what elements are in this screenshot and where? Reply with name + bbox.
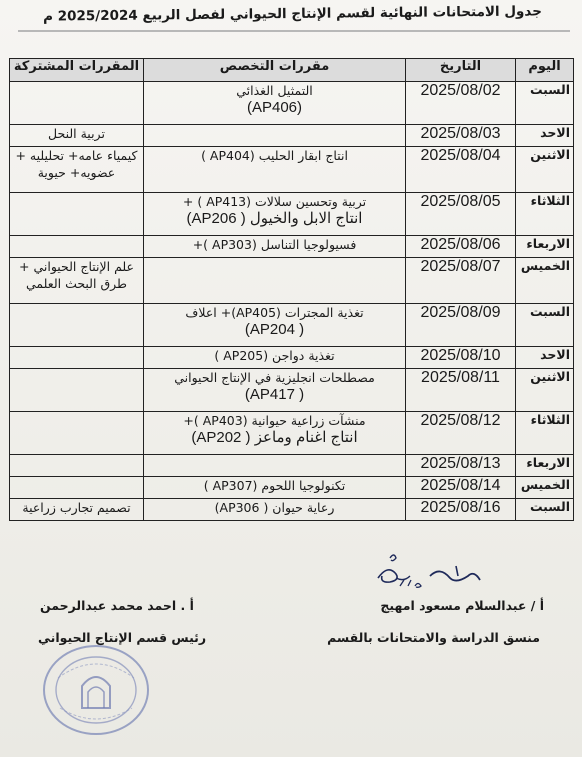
spec-line-1: فسيولوجيا التناسل (AP303 )+ [192, 237, 357, 252]
cell-date: 2025/08/04 [406, 147, 516, 193]
cell-day: الاثنين [516, 369, 574, 412]
page-title: جدول الامتحانات النهائية لقسم الإنتاج الحيواني لفصل الربيع 2025/2024 م [42, 3, 543, 25]
cell-common: علم الإنتاج الحيواني + طرق البحث العلمي [10, 258, 144, 304]
spec-line-1: تغذية المجترات (AP405)+ اعلاف [185, 305, 364, 320]
cell-specialization [144, 499, 406, 521]
spec-line-1: رعاية حيوان ( AP306) [214, 500, 335, 515]
cell-common [10, 347, 144, 369]
cell-day: الثلاثاء [516, 412, 574, 455]
cell-specialization [144, 193, 406, 236]
head-name: أ . احمد محمد عبدالرحمن [40, 598, 194, 613]
cell-specialization [144, 125, 406, 147]
exam-schedule-table [9, 58, 574, 521]
header-specialization: مقررات التخصص [144, 59, 406, 82]
spec-line-2: انتاج الابل والخيول ( AP206) [186, 210, 363, 227]
table-row [10, 304, 574, 347]
cell-specialization [144, 236, 406, 258]
cell-common [10, 455, 144, 477]
spec-line-2: ( AP417) [244, 386, 305, 403]
table-row [10, 193, 574, 236]
cell-date: 2025/08/07 [406, 258, 516, 304]
cell-common: تصميم تجارب زراعية [10, 499, 144, 521]
spec-line-1: التمثيل الغذائي [236, 83, 313, 98]
cell-date: 2025/08/03 [406, 125, 516, 147]
cell-common [10, 304, 144, 347]
spec-line-1: تكنولوجيا اللحوم (AP307 ) [203, 478, 346, 493]
head-role: رئيس قسم الإنتاج الحيواني [38, 630, 207, 645]
table-row [10, 236, 574, 258]
cell-date: 2025/08/06 [406, 236, 516, 258]
cell-day: الاحد [516, 347, 574, 369]
header-day: اليوم [516, 59, 574, 82]
table-row [10, 125, 574, 147]
cell-common [10, 412, 144, 455]
cell-day: الاربعاء [516, 455, 574, 477]
table-row [10, 258, 574, 304]
cell-specialization [144, 347, 406, 369]
table-row [10, 499, 574, 521]
table-header-row [10, 59, 574, 82]
cell-date: 2025/08/11 [406, 369, 516, 412]
cell-day: الاربعاء [516, 236, 574, 258]
spec-line-2: (AP406) [246, 99, 303, 116]
cell-day: السبت [516, 304, 574, 347]
cell-specialization [144, 147, 406, 193]
cell-specialization [144, 82, 406, 125]
cell-date: 2025/08/09 [406, 304, 516, 347]
cell-common [10, 477, 144, 499]
table-body [10, 82, 574, 521]
coordinator-role: منسق الدراسة والامتحانات بالقسم [327, 630, 540, 645]
header-date: التاريخ [406, 59, 516, 82]
table-row [10, 455, 574, 477]
cell-day: الثلاثاء [516, 193, 574, 236]
spec-line-1: انتاج ابقار الحليب (AP404 ) [201, 148, 348, 163]
spec-line-1: تغذية دواجن (AP205 ) [214, 348, 335, 363]
cell-common: كيمياء عامه+ تحليليه + عضويه+ حيوية [10, 147, 144, 193]
cell-date: 2025/08/10 [406, 347, 516, 369]
title-underline [18, 30, 570, 32]
table-row [10, 347, 574, 369]
cell-date: 2025/08/02 [406, 82, 516, 125]
cell-common: تربية النحل [10, 125, 144, 147]
cell-date: 2025/08/12 [406, 412, 516, 455]
cell-date: 2025/08/13 [406, 455, 516, 477]
header-common: المقررات المشتركة [10, 59, 144, 82]
cell-common [10, 369, 144, 412]
cell-date: 2025/08/14 [406, 477, 516, 499]
cell-specialization [144, 258, 406, 304]
cell-date: 2025/08/05 [406, 193, 516, 236]
signature-mark [360, 548, 510, 598]
table-row [10, 369, 574, 412]
cell-specialization [144, 412, 406, 455]
cell-specialization [144, 304, 406, 347]
spec-line-2: انتاج اغنام وماعز ( AP202) [191, 429, 358, 446]
cell-day: السبت [516, 499, 574, 521]
table-row [10, 147, 574, 193]
coordinator-name: أ / عبدالسلام مسعود امهيج [380, 598, 544, 613]
table-row [10, 82, 574, 125]
cell-date: 2025/08/16 [406, 499, 516, 521]
spec-line-1: تربية وتحسين سلالات (AP413 ) + [182, 194, 367, 209]
cell-specialization [144, 455, 406, 477]
cell-common [10, 193, 144, 236]
cell-day: الاثنين [516, 147, 574, 193]
spec-line-2: ( AP204) [244, 321, 305, 338]
spec-line-1: منشآت زراعية حيوانية (AP403 )+ [183, 413, 366, 428]
department-stamp [38, 638, 154, 738]
cell-day: الاحد [516, 125, 574, 147]
cell-specialization [144, 477, 406, 499]
cell-day: السبت [516, 82, 574, 125]
cell-common [10, 82, 144, 125]
table-row [10, 477, 574, 499]
spec-line-1: مصطلحات انجليزية في الإنتاج الحيواني [174, 370, 375, 385]
cell-day: الخميس [516, 477, 574, 499]
cell-specialization [144, 369, 406, 412]
cell-day: الخميس [516, 258, 574, 304]
table-row [10, 412, 574, 455]
cell-common [10, 236, 144, 258]
